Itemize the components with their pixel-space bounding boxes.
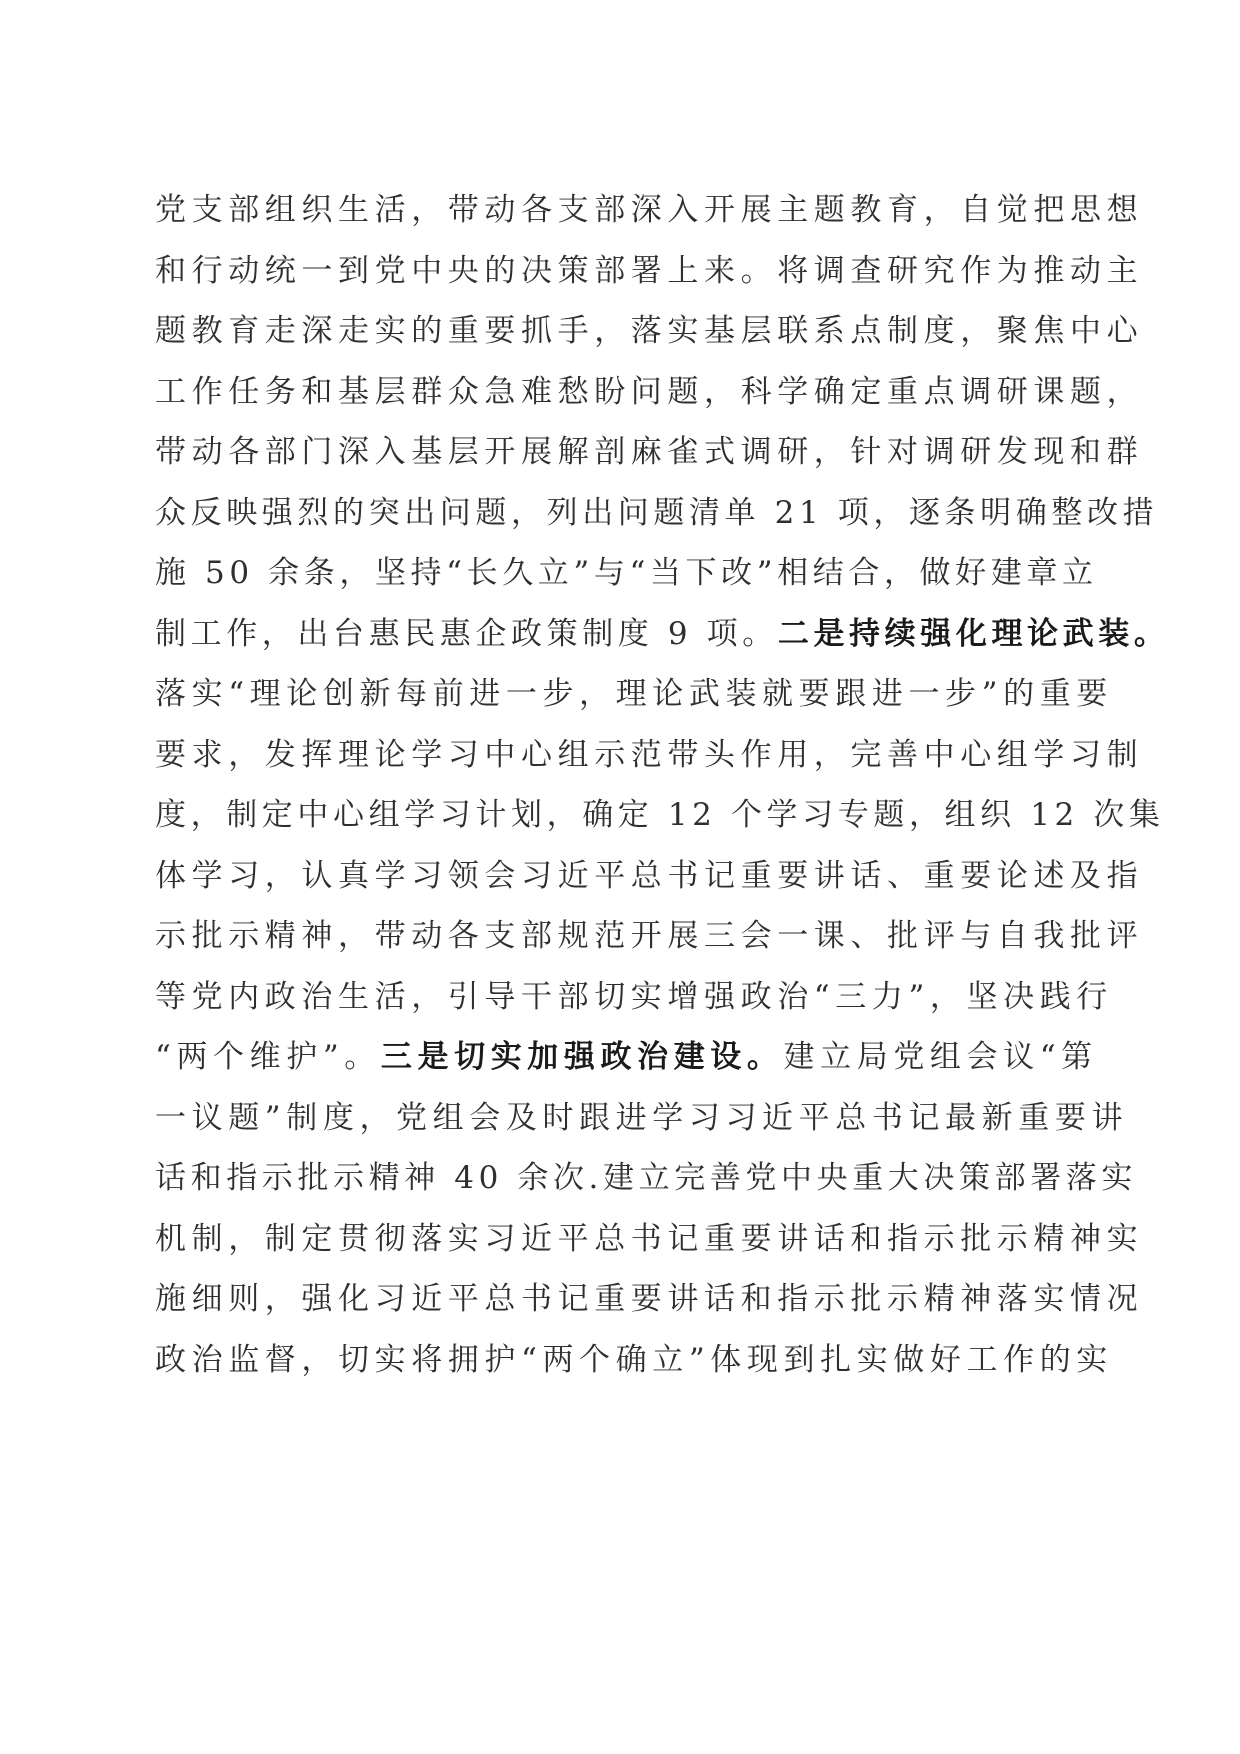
text-line: [155, 422, 1144, 483]
text-line: [155, 1088, 1129, 1149]
text-line: [155, 483, 1159, 544]
text-line: [155, 180, 1144, 241]
text-line: [155, 1148, 1138, 1209]
text-line: [155, 785, 1165, 846]
line-text: “两个维护”。: [155, 1039, 381, 1075]
text-line: [155, 1027, 1098, 1088]
line-text: 和行动统一到党中央的决策部署上来。将调查研究作为推动主: [155, 252, 1144, 289]
text-line: [155, 543, 1098, 604]
text-line: [155, 1269, 1144, 1330]
line-text: 施 50 余条，坚持“长久立”与“当下改”相结合，做好建章立: [155, 555, 1098, 591]
text-line: [155, 846, 1144, 907]
line-text: 题教育走深走实的重要抓手，落实基层联系点制度，聚焦中心: [155, 313, 1144, 349]
text-line: [155, 1209, 1144, 1270]
line-text: 要求，发挥理论学习中心组示范带头作用，完善中心组学习制: [155, 736, 1144, 773]
line-text: 制工作，出台惠民惠企政策制度 9 项。: [155, 615, 778, 652]
bold-heading-text: 三是切实加强政治建设。: [380, 1039, 784, 1075]
body-paragraph: [155, 180, 1170, 1390]
text-line: [155, 301, 1144, 362]
line-text: 体学习，认真学习领会习近平总书记重要讲话、重要论述及指: [155, 857, 1144, 894]
line-text: 示批示精神，带动各支部规范开展三会一课、批评与自我批评: [155, 918, 1144, 954]
line-text: 施细则，强化习近平总书记重要讲话和指示批示精神落实情况: [155, 1281, 1144, 1317]
line-text: 带动各部门深入基层开展解剖麻雀式调研，针对调研发现和群: [155, 434, 1144, 470]
line-text: 等党内政治生活，引导干部切实增强政治“三力”，坚决践行: [155, 978, 1113, 1015]
line-text: 政治监督，切实将拥护“两个确立”体现到扎实做好工作的实: [155, 1341, 1113, 1378]
text-line: [155, 967, 1113, 1028]
text-line: [155, 604, 1170, 665]
line-text: 建立局党组会议“第: [783, 1039, 1098, 1075]
text-line: [155, 362, 1144, 423]
text-line: [155, 241, 1144, 302]
line-text: 一议题”制度，党组会及时跟进学习习近平总书记最新重要讲: [155, 1099, 1129, 1136]
line-text: 众反映强烈的突出问题，列出问题清单 21 项，逐条明确整改措: [155, 494, 1159, 531]
text-line: [155, 664, 1113, 725]
line-text: 工作任务和基层群众急难愁盼问题，科学确定重点调研课题，: [155, 373, 1144, 410]
text-line: [155, 1330, 1113, 1391]
line-text: 度，制定中心组学习计划，确定 12 个学习专题，组织 12 次集: [155, 797, 1165, 833]
line-text: 机制，制定贯彻落实习近平总书记重要讲话和指示批示精神实: [155, 1220, 1144, 1257]
text-line: [155, 906, 1144, 967]
line-text: 党支部组织生活，带动各支部深入开展主题教育，自觉把思想: [155, 192, 1144, 228]
bold-heading-text: 二是持续强化理论武装。: [777, 615, 1170, 652]
line-text: 落实“理论创新每前进一步，理论武装就要跟进一步”的重要: [155, 676, 1113, 712]
line-text: 话和指示批示精神 40 余次.建立完善党中央重大决策部署落实: [155, 1160, 1138, 1196]
text-line: [155, 725, 1144, 786]
